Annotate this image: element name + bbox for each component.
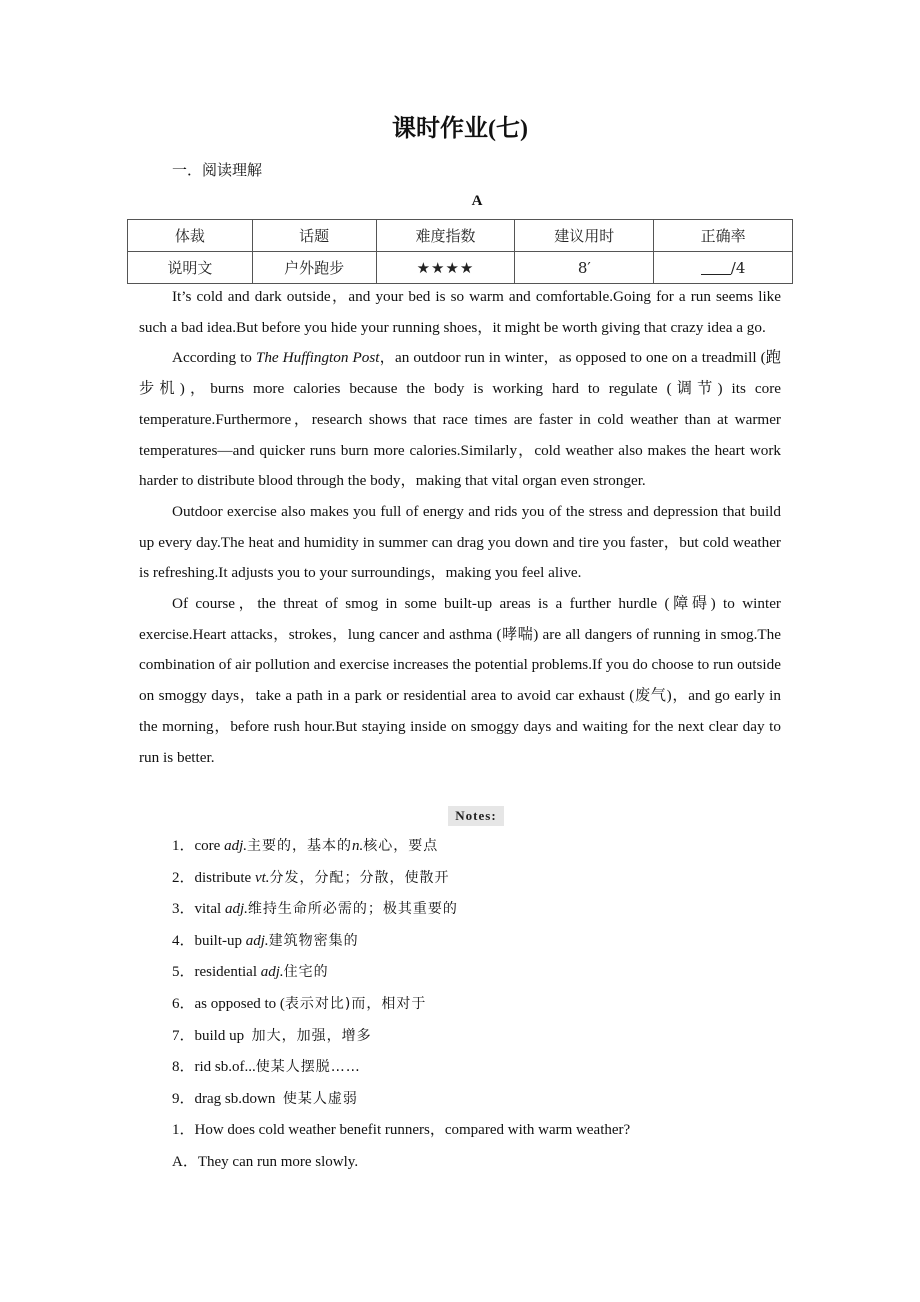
note-item: 7．build up 加大，加强，增多	[172, 1027, 372, 1044]
source-title: The Huffington Post	[255, 349, 380, 367]
score-blank[interactable]	[701, 260, 731, 275]
note-item: 4．built-up adj.建筑物密集的	[172, 932, 359, 949]
value-genre: 说明文	[128, 252, 253, 284]
note-item: 3．vital adj.维持生命所必需的；极其重要的	[172, 901, 458, 918]
page-title: 课时作业(七)	[392, 116, 528, 142]
paragraph-4: Of course，the threat of smog in some built-up areas is a further hurdle (障碍) to winter exercise.Heart attacks，strokes，lung cancer and asthma (哮喘) are all dangers of running in smog.The combination of air pollution and exercise increases the potential problems.If you do choose to run outside on smoggy days，take a path in a park or residential area to avoid car exhaust (废气)，and go early in the morning，before rush hour.But staying inside on smoggy days and waiting for the next clear day to run is better.	[139, 595, 781, 766]
header-topic: 话题	[252, 220, 376, 252]
info-table-header-row	[128, 220, 793, 252]
header-difficulty: 难度指数	[376, 220, 515, 252]
info-table	[127, 219, 793, 284]
note-item: 8．rid sb.of...使某人摆脱……	[172, 1059, 361, 1076]
header-suggested-time: 建议用时	[515, 220, 654, 252]
question-1-option-a[interactable]: A．They can run more slowly.	[172, 1153, 359, 1170]
score-total: /4	[730, 258, 746, 277]
note-item: 5．residential adj.住宅的	[172, 964, 329, 981]
passage-label: A	[471, 193, 483, 209]
value-suggested-time: 8′	[515, 252, 654, 284]
note-item: 6．as opposed to (表示对比)而，相对于	[172, 995, 427, 1012]
paragraph-1: It’s cold and dark outside，and your bed is so warm and comfortable.Going for a run seems like such a bad idea.But before you hide your running shoes，it might be worth giving that crazy idea a go.	[139, 288, 781, 336]
header-accuracy: 正确率	[654, 220, 793, 252]
difficulty-stars: ★★★★	[376, 252, 515, 284]
question-1: 1．How does cold weather benefit runners，compared with warm weather?	[172, 1122, 631, 1139]
article-body	[139, 282, 781, 773]
notes-list	[172, 831, 792, 1179]
value-topic: 户外跑步	[252, 252, 376, 284]
notes-label: Notes:	[448, 806, 504, 826]
note-item: 9．drag sb.down 使某人虚弱	[172, 1090, 358, 1107]
paragraph-2: According to The Huffington Post，an outdoor run in winter，as opposed to one on a treadmill (跑步机)，burns more calories because the body is working hard to regulate (调节) its core temperature.Furthermore，research shows that race times are faster in cold weather than at warmer temperatures—and quicker runs burn more calories.Similarly，cold weather also makes the heart work harder to distribute blood through the body，making that vital organ even stronger.	[139, 349, 781, 490]
section-heading: 一．阅读理解	[172, 161, 263, 179]
note-item: 1．core adj.主要的，基本的n.核心，要点	[172, 838, 439, 854]
note-item: 2．distribute vt.分发，分配；分散，使散开	[172, 869, 450, 886]
paragraph-3: Outdoor exercise also makes you full of energy and rids you of the stress and depression that build up every day.The heat and humidity in summer can drag you down and tire you faster，but cold weather is refreshing.It adjusts you to your surroundings，making you feel alive.	[139, 502, 781, 582]
value-accuracy	[654, 252, 793, 284]
header-genre: 体裁	[128, 220, 253, 252]
info-table-value-row	[128, 252, 793, 284]
